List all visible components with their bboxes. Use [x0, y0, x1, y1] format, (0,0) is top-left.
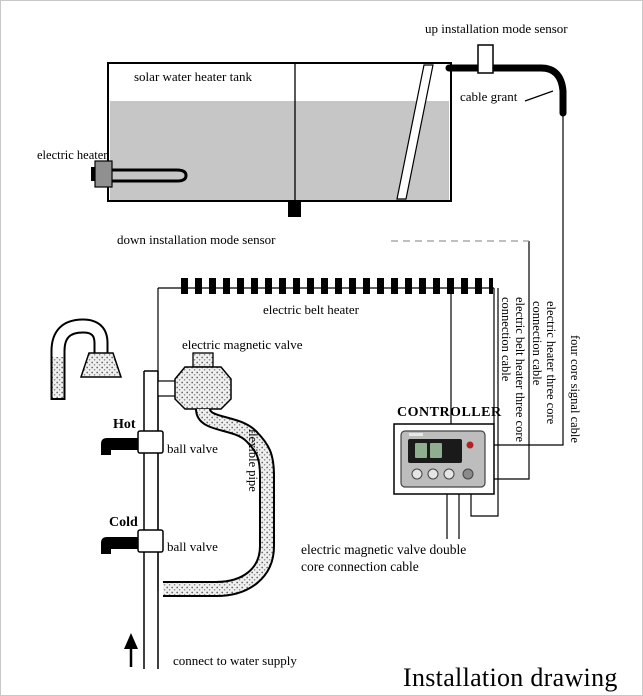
electric-magnetic-valve: [158, 353, 231, 409]
page-title: Installation drawing: [403, 663, 618, 692]
label-electric-heater: electric heater: [37, 148, 108, 162]
water-supply-arrow: [124, 633, 138, 667]
label-hot: Hot: [113, 417, 136, 432]
electric-belt-heater-strip: [181, 278, 493, 294]
controller-box: [394, 424, 494, 494]
faucet: [51, 326, 122, 399]
label-valve-cable-line1: electric magnetic valve double: [301, 542, 467, 557]
label-up-sensor: up installation mode sensor: [425, 21, 568, 36]
faucet-bell: [81, 353, 121, 377]
tank-group: [91, 63, 451, 217]
label-cold: Cold: [109, 515, 138, 530]
label-water-supply: connect to water supply: [173, 653, 297, 668]
label-ball-valve-cold: ball valve: [167, 539, 218, 554]
label-down-sensor: down installation mode sensor: [117, 232, 276, 247]
label-magnetic-valve: electric magnetic valve: [182, 337, 303, 352]
label-valve-cable: [301, 541, 466, 575]
up-sensor-component: [478, 45, 493, 73]
label-four-core-cable: four core signal cable: [568, 335, 582, 443]
label-valve-cable-line2: core connection cable: [301, 559, 419, 574]
ball-valve-cold: [138, 530, 163, 552]
cold-outlet: [101, 530, 163, 554]
label-belt-heater: electric belt heater: [263, 302, 359, 317]
tank-water-fill: [110, 101, 449, 200]
label-tank: solar water heater tank: [134, 69, 253, 84]
main-water-pipe: [144, 371, 158, 669]
controller-led: [467, 442, 474, 449]
ball-valve-hot: [138, 431, 163, 453]
label-flexible-pipe: flexible pipe: [246, 429, 260, 492]
label-electric-heater-cable: electric heater three core connection cable: [530, 301, 558, 425]
label-ball-valve-hot: ball valve: [167, 441, 218, 456]
label-controller: CONTROLLER: [397, 405, 502, 420]
down-sensor-component: [288, 200, 301, 217]
controller-button[interactable]: [428, 469, 438, 479]
controller-button[interactable]: [444, 469, 454, 479]
hot-outlet: [101, 431, 163, 455]
controller-button[interactable]: [463, 469, 473, 479]
label-cable-grant: cable grant: [460, 89, 518, 104]
controller-button[interactable]: [412, 469, 422, 479]
label-belt-heater-cable: electric belt heater three core connection cable: [499, 297, 527, 443]
